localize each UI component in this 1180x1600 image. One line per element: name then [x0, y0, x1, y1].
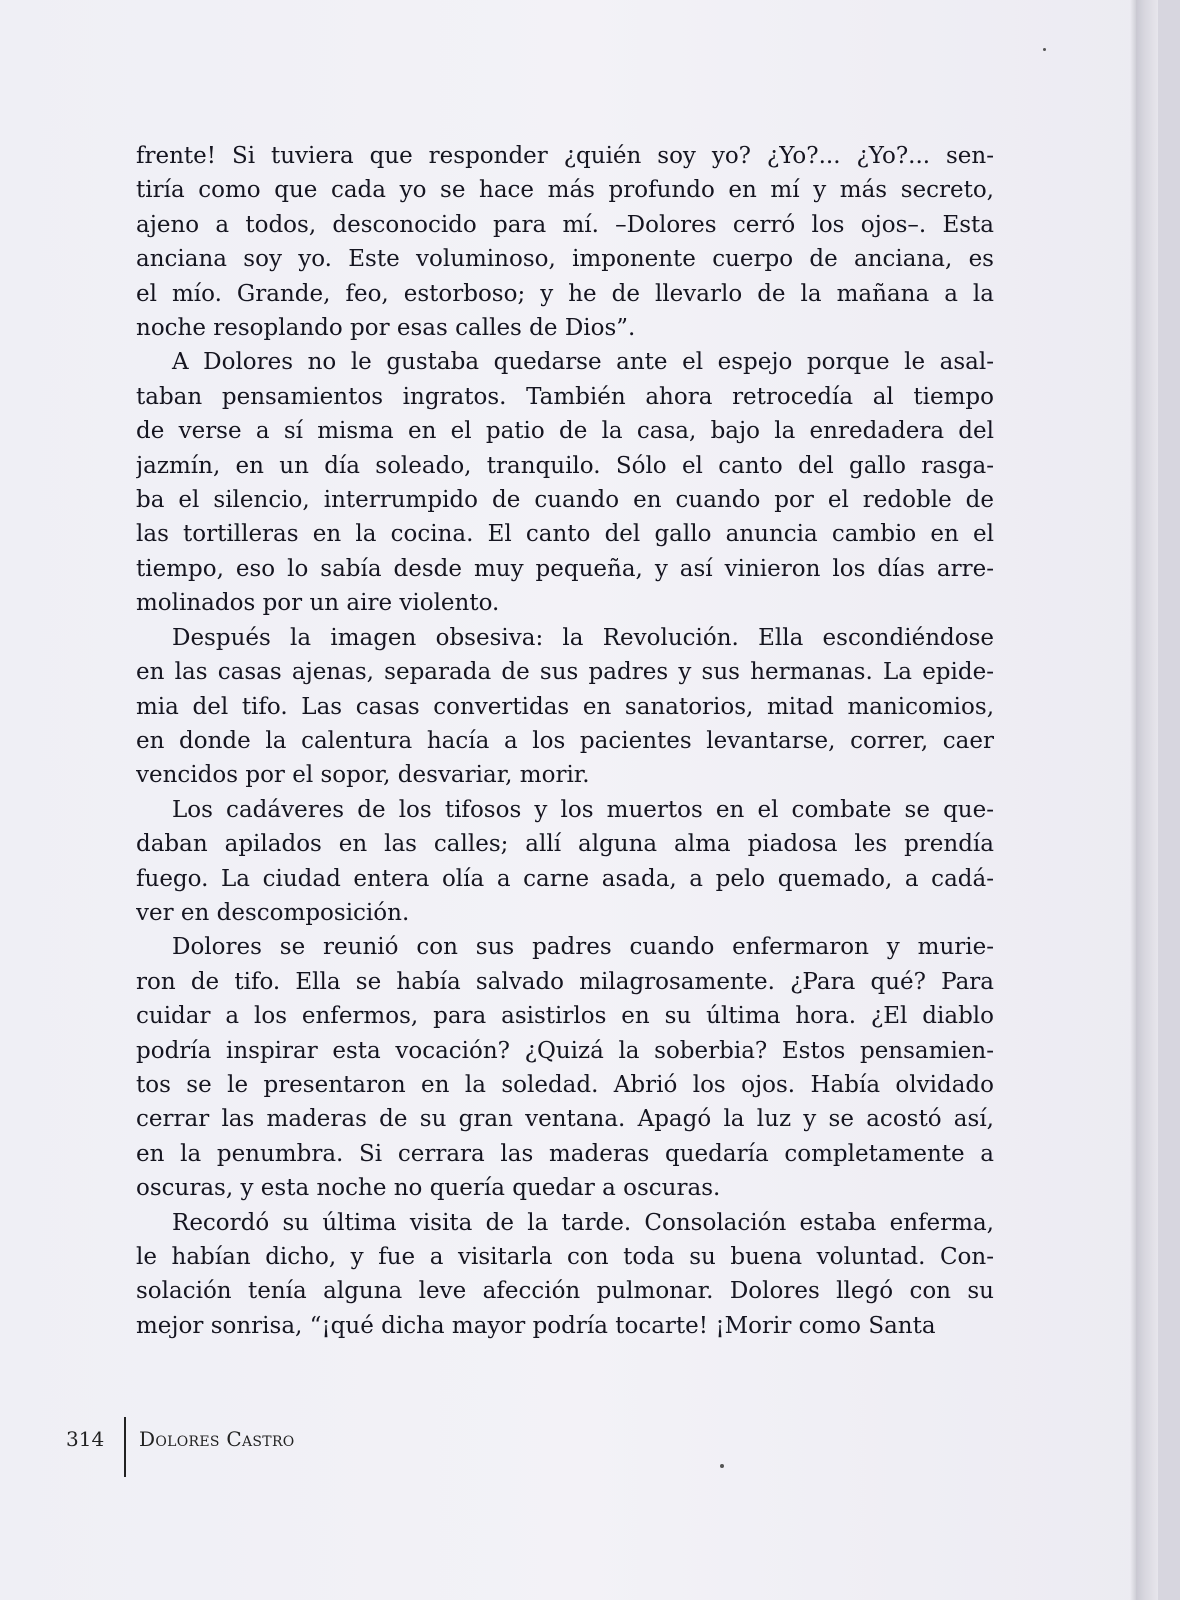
text-line: taban pensamientos ingratos. También ahora retrocedía al tiempo — [136, 383, 994, 410]
body-text — [136, 139, 994, 1343]
text-line: daban apilados en las calles; allí alguna alma piadosa les prendía — [136, 831, 994, 858]
text-line: anciana soy yo. Este voluminoso, imponente cuerpo de anciana, es — [136, 246, 994, 273]
text-line: frente! Si tuviera que responder ¿quién soy yo? ¿Yo?... ¿Yo?... sen- — [136, 143, 994, 169]
text-line: Recordó su última visita de la tarde. Consolación estaba enferma, — [172, 1209, 994, 1236]
text-line: cerrar las maderas de su gran ventana. Apagó la luz y se acostó así, — [136, 1106, 994, 1133]
text-line: ba el silencio, interrumpido de cuando en cuando por el redoble de — [136, 487, 994, 514]
paragraph — [136, 930, 994, 1205]
text-line: vencidos por el sopor, desvariar, morir. — [136, 762, 590, 789]
text-line: tos se le presentaron en la soledad. Abrió los ojos. Había olvidado — [136, 1071, 994, 1098]
text-line: mia del tifo. Las casas convertidas en sanatorios, mitad manicomios, — [136, 693, 994, 720]
text-line: ajeno a todos, desconocido para mí. –Dolores cerró los ojos–. Esta — [136, 211, 994, 238]
text-line: jazmín, en un día soleado, tranquilo. Sólo el canto del gallo rasga- — [136, 452, 994, 479]
text-line: las tortilleras en la cocina. El canto del gallo anuncia cambio en el — [136, 521, 994, 548]
text-line: A Dolores no le gustaba quedarse ante el espejo porque le asal- — [172, 349, 994, 376]
running-author: Dolores Castro — [139, 1427, 295, 1451]
text-line: fuego. La ciudad entera olía a carne asada, a pelo quemado, a cadá- — [136, 865, 994, 892]
paragraph — [136, 621, 994, 793]
text-line: en las casas ajenas, separada de sus padres y sus hermanas. La epide- — [136, 659, 994, 686]
text-line: podría inspirar esta vocación? ¿Quizá la soberbia? Estos pensamien- — [136, 1037, 994, 1064]
text-line: en la penumbra. Si cerrara las maderas quedaría completamente a — [136, 1140, 994, 1167]
paper-speck — [1043, 48, 1046, 51]
page-number: 314 — [66, 1427, 105, 1451]
text-line: cuidar a los enfermos, para asistirlos en su última hora. ¿El diablo — [136, 1003, 994, 1030]
paragraph — [136, 793, 994, 931]
text-line: el mío. Grande, feo, estorboso; y he de llevarlo de la mañana a la — [136, 280, 994, 307]
text-line: mejor sonrisa, “¡qué dicha mayor podría tocarte! ¡Morir como Santa — [136, 1312, 936, 1339]
text-line: Los cadáveres de los tifosos y los muertos en el combate se que- — [172, 796, 994, 823]
text-line: molinados por un aire violento. — [136, 590, 500, 617]
text-line: Después la imagen obsesiva: la Revolución. Ella escondiéndose — [172, 624, 994, 651]
footer-divider — [124, 1417, 126, 1477]
text-line: Dolores se reunió con sus padres cuando enfermaron y murie- — [172, 934, 994, 961]
text-line: le habían dicho, y fue a visitarla con toda su buena voluntad. Con- — [136, 1244, 994, 1270]
text-line: tiría como que cada yo se hace más profundo en mí y más secreto, — [136, 177, 994, 204]
text-line: en donde la calentura hacía a los pacientes levantarse, correr, caer — [136, 727, 994, 754]
text-line: ron de tifo. Ella se había salvado milagrosamente. ¿Para qué? Para — [136, 968, 994, 995]
paragraph — [136, 345, 994, 620]
text-line: noche resoplando por esas calles de Dios”. — [136, 315, 636, 342]
paragraph — [136, 1206, 994, 1344]
text-line: tiempo, eso lo sabía desde muy pequeña, y así vinieron los días arre- — [136, 555, 994, 582]
paragraph — [136, 139, 994, 345]
text-line: de verse a sí misma en el patio de la casa, bajo la enredadera del — [136, 418, 994, 445]
page-edge — [1136, 0, 1158, 1600]
text-line: ver en descomposición. — [136, 899, 410, 926]
text-line: oscuras, y esta noche no quería quedar a oscuras. — [136, 1175, 721, 1202]
text-line: solación tenía alguna leve afección pulmonar. Dolores llegó con su — [136, 1278, 994, 1305]
paper-speck — [720, 1464, 724, 1468]
